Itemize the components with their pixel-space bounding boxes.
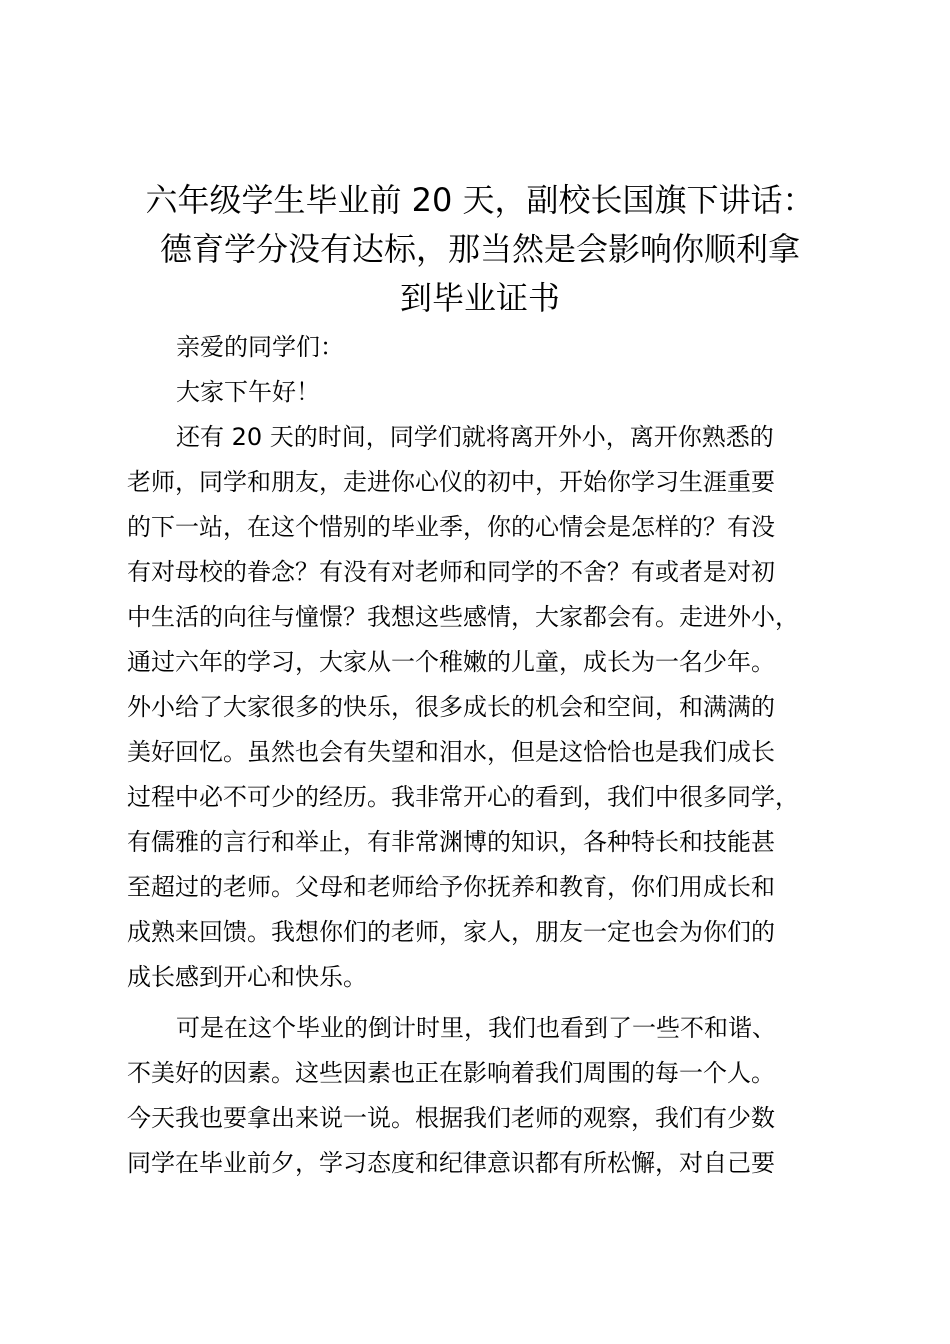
paragraph-line: 有对母校的眷念？有没有对老师和同学的不舍？有或者是对初 (127, 558, 775, 586)
paragraph-line: 至超过的老师。父母和老师给予你抚养和教育，你们用成长和 (127, 873, 775, 901)
paragraph-2 (127, 1006, 833, 1186)
greeting: 大家下午好！ (176, 378, 320, 406)
title-line: 六年级学生毕业前 20 天，副校长国旗下讲话： (145, 181, 815, 219)
document-title (127, 176, 833, 323)
salutation: 亲爱的同学们： (176, 333, 344, 361)
title-line: 德育学分没有达标，那当然是会影响你顺利拿 (159, 230, 800, 268)
paragraph-line: 中生活的向往与憧憬？我想这些感情，大家都会有。走进外小， (127, 603, 799, 631)
paragraph-line: 成长感到开心和快乐。 (127, 963, 367, 991)
paragraph-line: 过程中必不可少的经历。我非常开心的看到，我们中很多同学， (127, 783, 799, 811)
paragraph-line: 还有 20 天的时间，同学们就将离开外小，离开你熟悉的 (176, 423, 774, 451)
paragraph-line: 同学在毕业前夕，学习态度和纪律意识都有所松懈，对自己要 (127, 1149, 775, 1177)
paragraph-line: 不美好的因素。这些因素也正在影响着我们周围的每一个人。 (127, 1059, 775, 1087)
title-line: 到毕业证书 (399, 279, 560, 317)
paragraph-line: 可是在这个毕业的倒计时里，我们也看到了一些不和谐、 (176, 1014, 776, 1042)
paragraph-1 (127, 415, 833, 1000)
paragraph-line: 老师，同学和朋友，走进你心仪的初中，开始你学习生涯重要 (127, 468, 775, 496)
paragraph-line: 美好回忆。虽然也会有失望和泪水，但是这恰恰也是我们成长 (127, 738, 775, 766)
paragraph-line: 外小给了大家很多的快乐，很多成长的机会和空间，和满满的 (127, 693, 775, 721)
paragraph-line: 有儒雅的言行和举止，有非常渊博的知识，各种特长和技能甚 (127, 828, 775, 856)
paragraph-line: 今天我也要拿出来说一说。根据我们老师的观察，我们有少数 (127, 1104, 775, 1132)
paragraph-line: 通过六年的学习，大家从一个稚嫩的儿童，成长为一名少年。 (127, 648, 775, 676)
paragraph-line: 的下一站，在这个惜别的毕业季，你的心情会是怎样的？有没 (127, 513, 775, 541)
document-page (127, 176, 833, 1186)
paragraph-line: 成熟来回馈。我想你们的老师，家人，朋友一定也会为你们的 (127, 918, 775, 946)
